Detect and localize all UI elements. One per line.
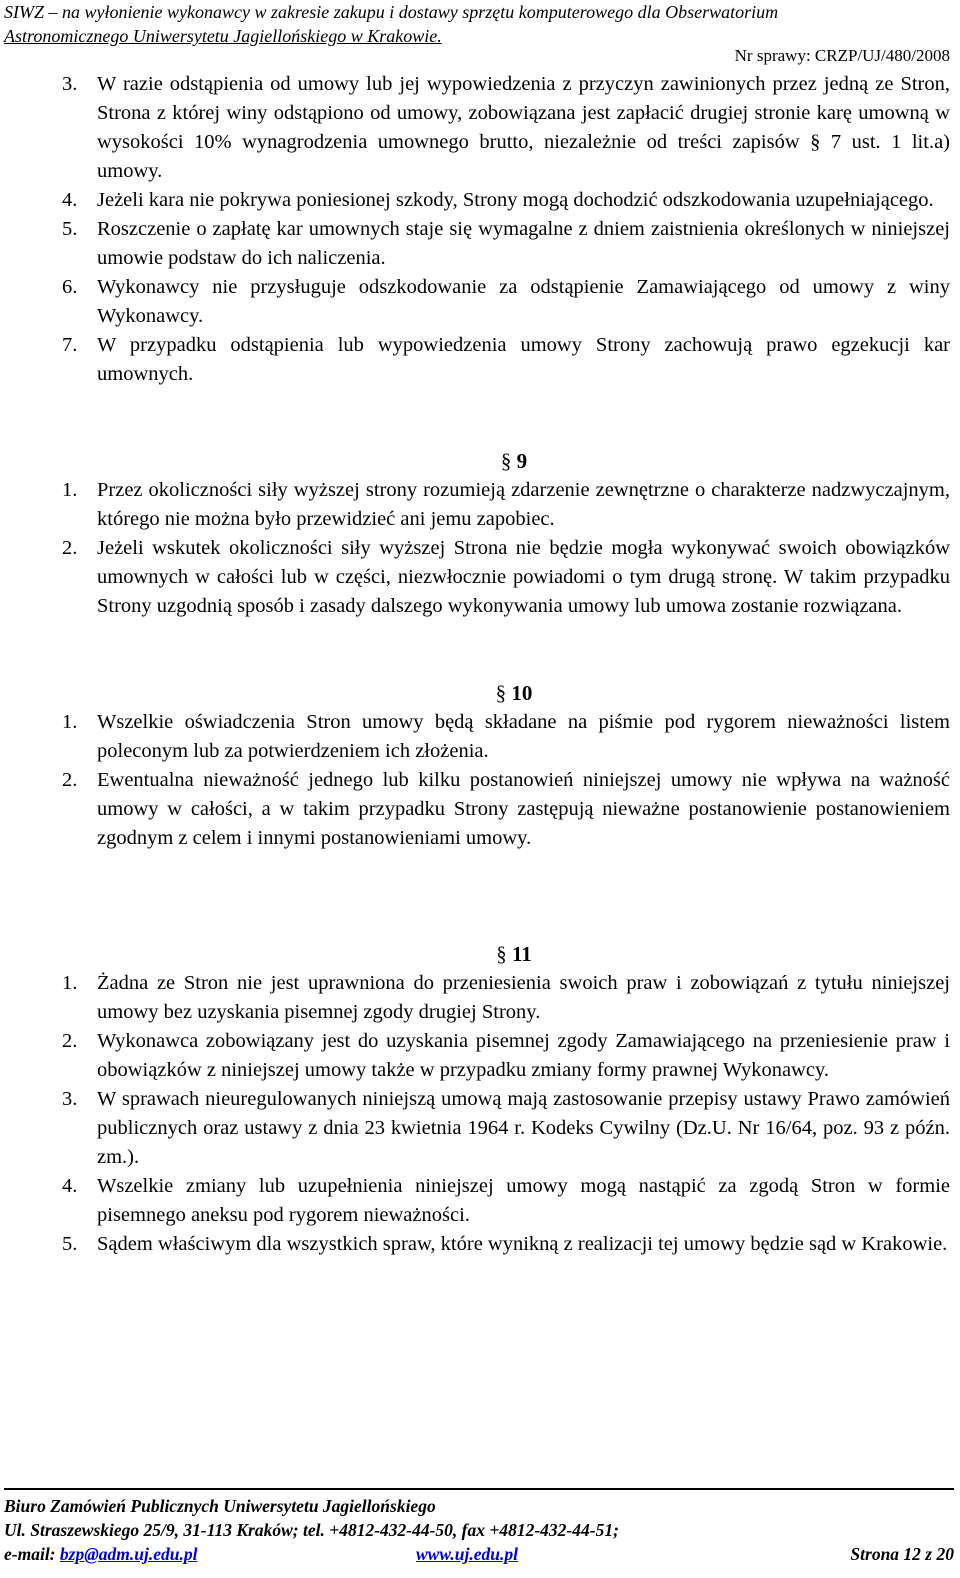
item-number: 5. bbox=[62, 1233, 78, 1255]
list-item bbox=[0, 1230, 960, 1259]
footer-address: Ul. Straszewskiego 25/9, 31-113 Kraków; tel. +4812-432-44-50, fax +4812-432-44-51; bbox=[4, 1520, 619, 1540]
item-text: Jeżeli wskutek okoliczności siły wyższej Strona nie będzie mogła wykonywać swoich obowiązków umownych w całości lub w części, niezwłocznie powiadomi o tym drugą stronę. W takim przypadku Strony uzgodnią sposób i zasady dalszego wykonywania umowy lub umowa zostanie rozwiązana. bbox=[97, 537, 950, 617]
section-11-heading bbox=[0, 940, 960, 969]
item-number: 1. bbox=[62, 711, 78, 733]
section-11-list bbox=[0, 969, 960, 1259]
item-number: 2. bbox=[62, 769, 78, 791]
header-title-line2-text: Astronomicznego Uniwersytetu Jagiellońskiego w Krakowie. bbox=[4, 26, 442, 46]
page-number: Strona 12 z 20 bbox=[850, 1544, 954, 1564]
list-item bbox=[0, 215, 960, 273]
list-item bbox=[0, 1172, 960, 1230]
footer-website-link[interactable]: www.uj.edu.pl bbox=[416, 1544, 518, 1564]
document-body bbox=[0, 70, 960, 1259]
list-item bbox=[0, 331, 960, 389]
item-text: W sprawach nieuregulowanych niniejszą umową mają zastosowanie przepisy ustawy Prawo zamówień publicznych oraz ustawy z dnia 23 kwietnia 1964 r. Kodeks Cywilny (Dz.U. Nr 16/64, poz. 93 z późn. zm.). bbox=[97, 1088, 950, 1168]
list-item bbox=[0, 1085, 960, 1172]
item-number: 3. bbox=[62, 1088, 78, 1110]
item-text: Sądem właściwym dla wszystkich spraw, które wynikną z realizacji tej umowy będzie sąd w Krakowie. bbox=[97, 1233, 948, 1255]
paragraph-sign: § bbox=[500, 449, 512, 473]
section-10-list bbox=[0, 708, 960, 853]
list-item bbox=[0, 476, 960, 534]
item-text: W razie odstąpienia od umowy lub jej wypowiedzenia z przyczyn zawinionych przez jedną ze Stron, Strona z której winy odstąpiono od umowy, zobowiązana jest zapłacić drugiej stronie karę umowną w wysokości 10% wynagrodzenia umownego brutto, niezależnie od treści zapisów § 7 ust. 1 lit.a) umowy. bbox=[97, 73, 950, 182]
item-text: Wszelkie zmiany lub uzupełnienia niniejszej umowy mogą nastąpić za zgodą Stron w formie pisemnego aneksu pod rygorem nieważności. bbox=[97, 1175, 950, 1226]
list-item bbox=[0, 969, 960, 1027]
list-item bbox=[0, 1027, 960, 1085]
section-10-heading bbox=[0, 679, 960, 708]
list-item bbox=[0, 186, 960, 215]
header-title-line2 bbox=[4, 24, 954, 48]
item-text: Wszelkie oświadczenia Stron umowy będą składane na piśmie pod rygorem nieważności listem poleconym lub za potwierdzeniem ich złożenia. bbox=[97, 711, 950, 762]
item-text: Roszczenie o zapłatę kar umownych staje się wymagalne z dniem zaistnienia określonych w niniejszej umowie podstaw do ich naliczenia. bbox=[97, 218, 950, 269]
item-number: 2. bbox=[62, 1030, 78, 1052]
section-8-list bbox=[0, 70, 960, 389]
item-text: Żadna ze Stron nie jest uprawniona do przeniesienia swoich praw i zobowiązań z tytułu niniejszej umowy bez uzyskania pisemnej zgody drugiej Strony. bbox=[97, 972, 950, 1023]
item-text: Wykonawcy nie przysługuje odszkodowanie za odstąpienie Zamawiającego od umowy z winy Wykonawcy. bbox=[97, 276, 950, 327]
page-header bbox=[4, 0, 954, 48]
item-number: 7. bbox=[62, 334, 78, 356]
footer-contact-row bbox=[4, 1542, 954, 1566]
list-item bbox=[0, 70, 960, 186]
section-number: 9 bbox=[516, 449, 528, 473]
item-number: 3. bbox=[62, 73, 78, 95]
item-text: Wykonawca zobowiązany jest do uzyskania pisemnej zgody Zamawiającego na przeniesienie praw i obowiązków z niniejszej umowy także w przypadku zmiany formy prawnej Wykonawcy. bbox=[97, 1030, 950, 1081]
list-item bbox=[0, 708, 960, 766]
header-title-line1: SIWZ – na wyłonienie wykonawcy w zakresie zakupu i dostawy sprzętu komputerowego dla Obserwatorium bbox=[4, 2, 779, 22]
footer-email-link[interactable]: bzp@adm.uj.edu.pl bbox=[59, 1544, 198, 1564]
item-number: 1. bbox=[62, 972, 78, 994]
list-item bbox=[0, 766, 960, 853]
list-item bbox=[0, 534, 960, 621]
item-number: 4. bbox=[62, 1175, 78, 1197]
footer-office: Biuro Zamówień Publicznych Uniwersytetu Jagiellońskiego bbox=[4, 1496, 436, 1516]
section-9-heading bbox=[0, 447, 960, 476]
section-9-list bbox=[0, 476, 960, 621]
list-item bbox=[0, 273, 960, 331]
item-text: W przypadku odstąpienia lub wypowiedzenia umowy Strony zachowują prawo egzekucji kar umownych. bbox=[97, 334, 950, 385]
item-text: Jeżeli kara nie pokrywa poniesionej szkody, Strony mogą dochodzić odszkodowania uzupełniającego. bbox=[97, 189, 934, 211]
page-footer bbox=[4, 1488, 954, 1566]
paragraph-sign: § bbox=[495, 681, 507, 705]
item-number: 2. bbox=[62, 537, 78, 559]
item-number: 4. bbox=[62, 189, 78, 211]
item-number: 5. bbox=[62, 218, 78, 240]
section-number: 10 bbox=[511, 681, 533, 705]
case-number: Nr sprawy: CRZP/UJ/480/2008 bbox=[734, 46, 950, 65]
section-number: 11 bbox=[511, 942, 532, 966]
item-text: Ewentualna nieważność jednego lub kilku postanowień niniejszej umowy nie wpływa na ważność umowy w całości, a w takim przypadku Strony zastępują nieważne postanowienie postanowieniem zgodnym z celem i innymi postanowieniami umowy. bbox=[97, 769, 950, 849]
item-text: Przez okoliczności siły wyższej strony rozumieją zdarzenie zewnętrzne o charakterze nadzwyczajnym, którego nie można było przewidzieć ani jemu zapobiec. bbox=[97, 479, 950, 530]
item-number: 6. bbox=[62, 276, 78, 298]
paragraph-sign: § bbox=[496, 942, 507, 966]
item-number: 1. bbox=[62, 479, 78, 501]
footer-email-label: e-mail: bbox=[4, 1544, 60, 1564]
